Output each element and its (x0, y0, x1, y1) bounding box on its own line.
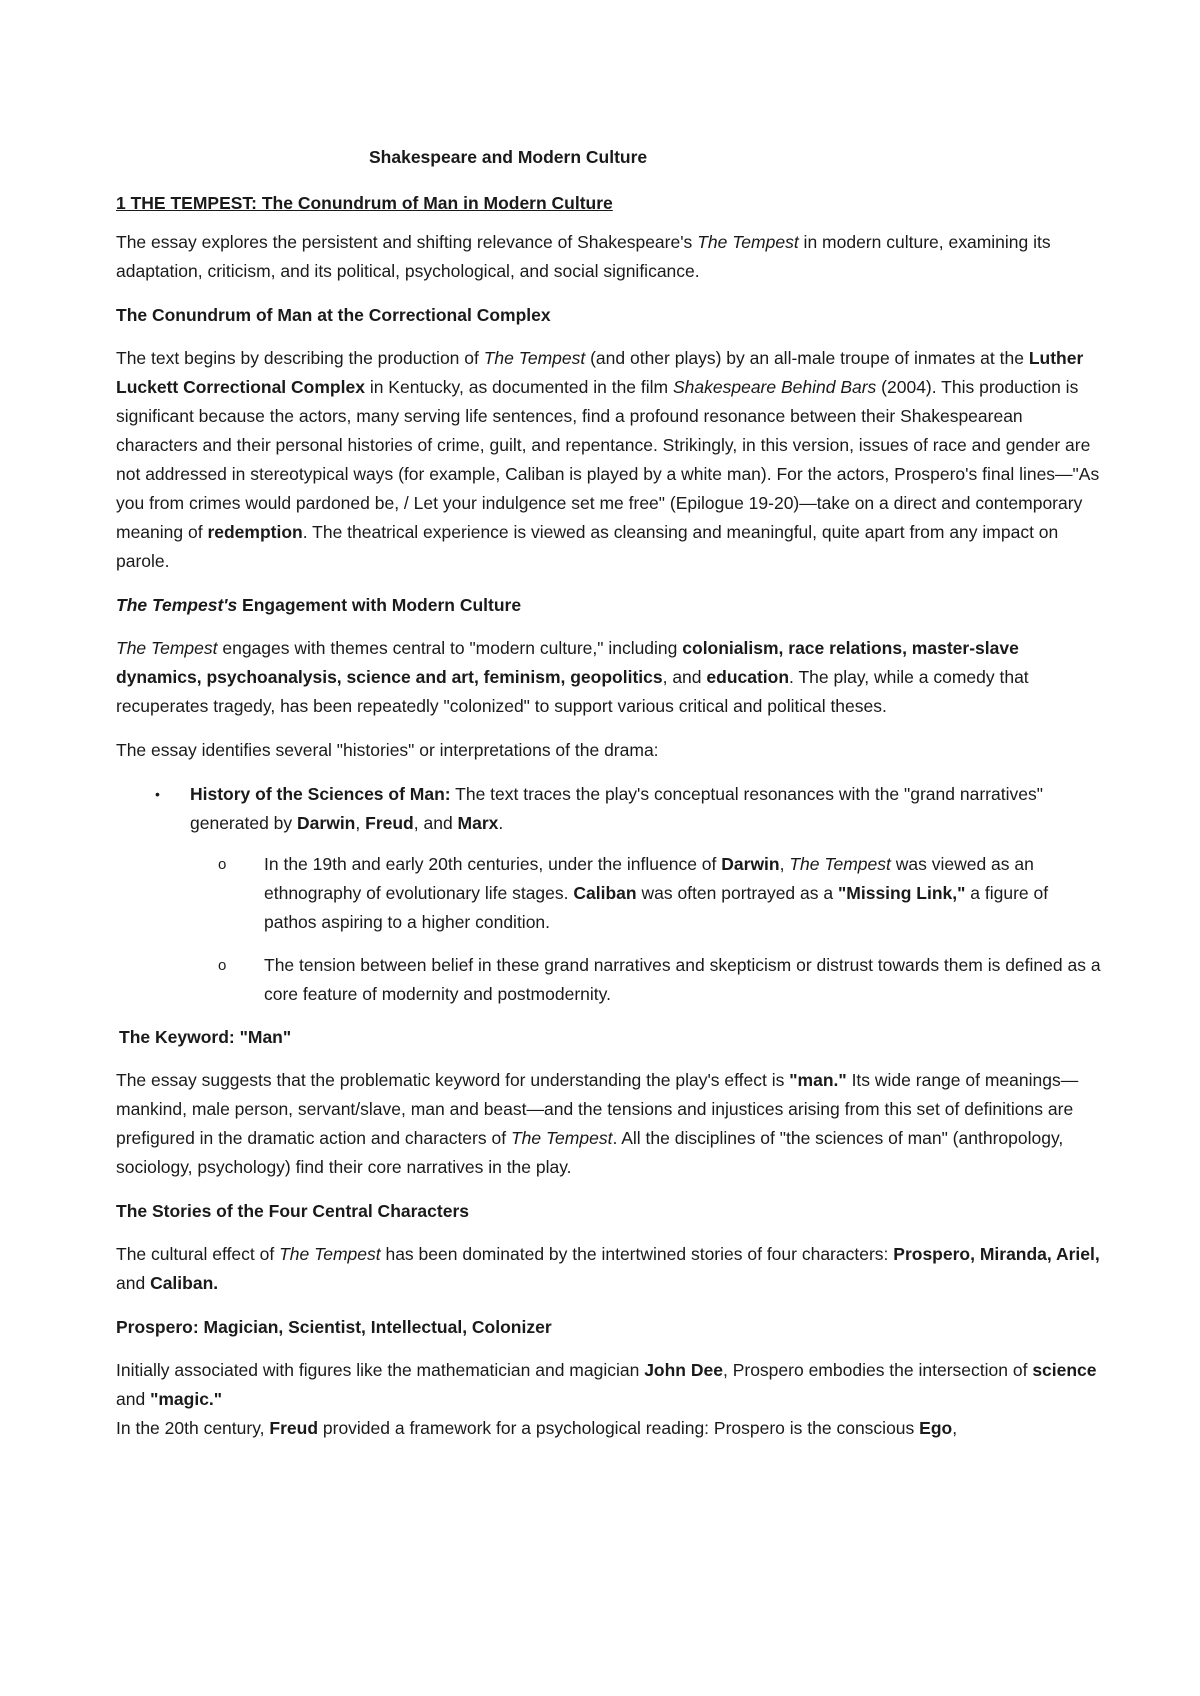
sub-list-item: o The tension between belief in these grand narratives and skepticism or distrust towards them is defined as a core feature of modernity and postmodernity. (190, 951, 1101, 1009)
histories-paragraph: The essay identifies several "histories" or interpretations of the drama: (116, 740, 659, 760)
histories-list (116, 780, 1101, 1009)
sub-list (190, 850, 1101, 1009)
prospero-paragraph-2: In the 20th century, Freud provided a framework for a psychological reading: Prospero is the conscious Ego, (116, 1418, 958, 1438)
keyword-paragraph: The essay suggests that the problematic keyword for understanding the play's effect is "man." Its wide range of meanings—mankind, male person, servant/slave, man and beast—and the tensions and injustices arising from this set of definitions are prefigured in the dramatic action and characters of The Tempest. All the disciplines of "the sciences of man" (anthropology, sociology, psychology) find their core narratives in the play. (116, 1070, 1079, 1177)
prospero-paragraph-1: Initially associated with figures like the mathematician and magician John Dee, Prospero embodies the intersection of science and "magic." (116, 1360, 1097, 1409)
section-heading-keyword: The Keyword: "Man" (119, 1027, 292, 1047)
sub-bullet-marker: o (218, 856, 227, 873)
complex-paragraph: The text begins by describing the production of The Tempest (and other plays) by an all-male troupe of inmates at the Luther Luckett Correctional Complex in Kentucky, as documented in the film Shakespeare Behind Bars (2004). This production is significant because the actors, many serving life sentences, find a profound resonance between their Shakespearean characters and their personal histories of crime, guilt, and repentance. Strikingly, in this version, issues of race and gender are not addressed in stereotypical ways (for example, Caliban is played by a white man). For the actors, Prospero's final lines—"As you from crimes would pardoned be, / Let your indulgence set me free" (Epilogue 19-20)—take on a direct and contemporary meaning of redemption. The theatrical experience is viewed as cleansing and meaningful, quite apart from any impact on parole. (116, 348, 1100, 571)
engagement-paragraph: The Tempest engages with themes central to "modern culture," including colonialism, race relations, master-slave dynamics, psychoanalysis, science and art, feminism, geopolitics, and education. The play, while a comedy that recuperates tragedy, has been repeatedly "colonized" to support various critical and political theses. (116, 638, 1029, 716)
section-heading-four-characters: The Stories of the Four Central Characters (116, 1201, 469, 1221)
list-item: • History of the Sciences of Man: The text traces the play's conceptual resonances with the "grand narratives" generated by Darwin, Freud, and Marx. o In the 19th and early 20th centuries, under the influence of Darwin, The Tempest was viewed as an ethnography of evolutionary life stages. Caliban was often portrayed as a "Missing Link," a figure of pathos aspiring to a higher condition. o The tension between belief in these grand narratives and skepticism or distrust towards them is defined as a core feature of modernity and postmodernity. (116, 780, 1101, 1009)
section-heading-prospero: Prospero: Magician, Scientist, Intellectual, Colonizer (116, 1317, 552, 1337)
document-title: Shakespeare and Modern Culture (369, 147, 648, 167)
intro-paragraph: The essay explores the persistent and shifting relevance of Shakespeare's The Tempest in modern culture, examining its adaptation, criticism, and its political, psychological, and social significance. (116, 232, 1051, 281)
sub-bullet-marker: o (218, 957, 227, 974)
section-heading-complex: The Conundrum of Man at the Correctional Complex (116, 305, 551, 325)
document-body (116, 143, 1101, 1458)
section-heading-engagement: The Tempest's Engagement with Modern Culture (116, 595, 522, 615)
chapter-heading: 1 THE TEMPEST: The Conundrum of Man in Modern Culture (116, 193, 613, 213)
bullet-marker: • (155, 786, 160, 802)
four-characters-paragraph: The cultural effect of The Tempest has been dominated by the intertwined stories of four characters: Prospero, Miranda, Ariel, and Caliban. (116, 1244, 1100, 1293)
sub-list-item: o In the 19th and early 20th centuries, under the influence of Darwin, The Tempest was viewed as an ethnography of evolutionary life stages. Caliban was often portrayed as a "Missing Link," a figure of pathos aspiring to a higher condition. (190, 850, 1101, 937)
